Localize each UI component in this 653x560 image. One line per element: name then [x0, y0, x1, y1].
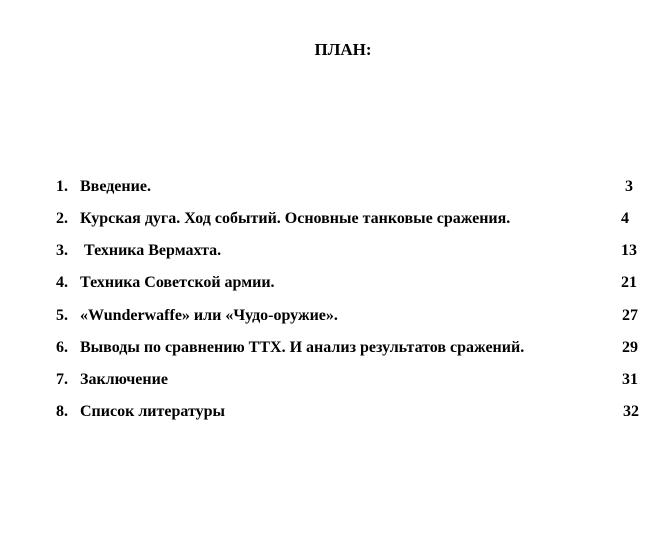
toc-item-kursk-bulge	[0, 208, 653, 230]
toc-item-page: 21	[621, 274, 637, 291]
toc-item-wehrmacht-equipment	[0, 240, 653, 262]
toc-item-page: 13	[621, 242, 637, 259]
page-title: ПЛАН:	[314, 40, 372, 59]
toc-item-number: 7.	[56, 371, 68, 388]
toc-item-page: 4	[621, 210, 629, 227]
toc-item-number: 2.	[56, 210, 68, 227]
toc-item-page: 29	[622, 339, 638, 356]
toc-item-conclusion	[0, 369, 653, 391]
toc-item-number: 4.	[56, 274, 68, 291]
toc-item-title: Выводы по сравнению ТТХ. И анализ результатов сражений.	[80, 339, 525, 356]
toc-item-bibliography	[0, 401, 653, 423]
toc-item-title: Введение.	[80, 178, 151, 195]
toc-item-page: 31	[622, 371, 638, 388]
toc-item-page: 27	[622, 307, 638, 324]
toc-item-title: Курская дуга. Ход событий. Основные танковые сражения.	[80, 210, 511, 227]
toc-item-introduction	[0, 176, 653, 198]
toc-item-title: «Wunderwaffe» или «Чудо-оружие».	[80, 307, 338, 324]
toc-item-number: 6.	[56, 339, 68, 356]
toc-item-soviet-equipment	[0, 272, 653, 294]
toc-item-page: 32	[623, 403, 639, 420]
toc-item-number: 3.	[56, 242, 68, 259]
toc-item-number: 8.	[56, 403, 68, 420]
toc-item-title: Заключение	[80, 371, 168, 388]
toc-item-page: 3	[625, 178, 633, 195]
toc-item-number: 5.	[56, 307, 68, 324]
toc-item-title: Техника Вермахта.	[84, 242, 222, 259]
toc-item-title: Техника Советской армии.	[80, 274, 275, 291]
toc-item-wunderwaffe	[0, 305, 653, 327]
toc-item-conclusions-comparison	[0, 337, 653, 359]
toc-item-number: 1.	[56, 178, 68, 195]
toc-item-title: Список литературы	[80, 403, 225, 420]
